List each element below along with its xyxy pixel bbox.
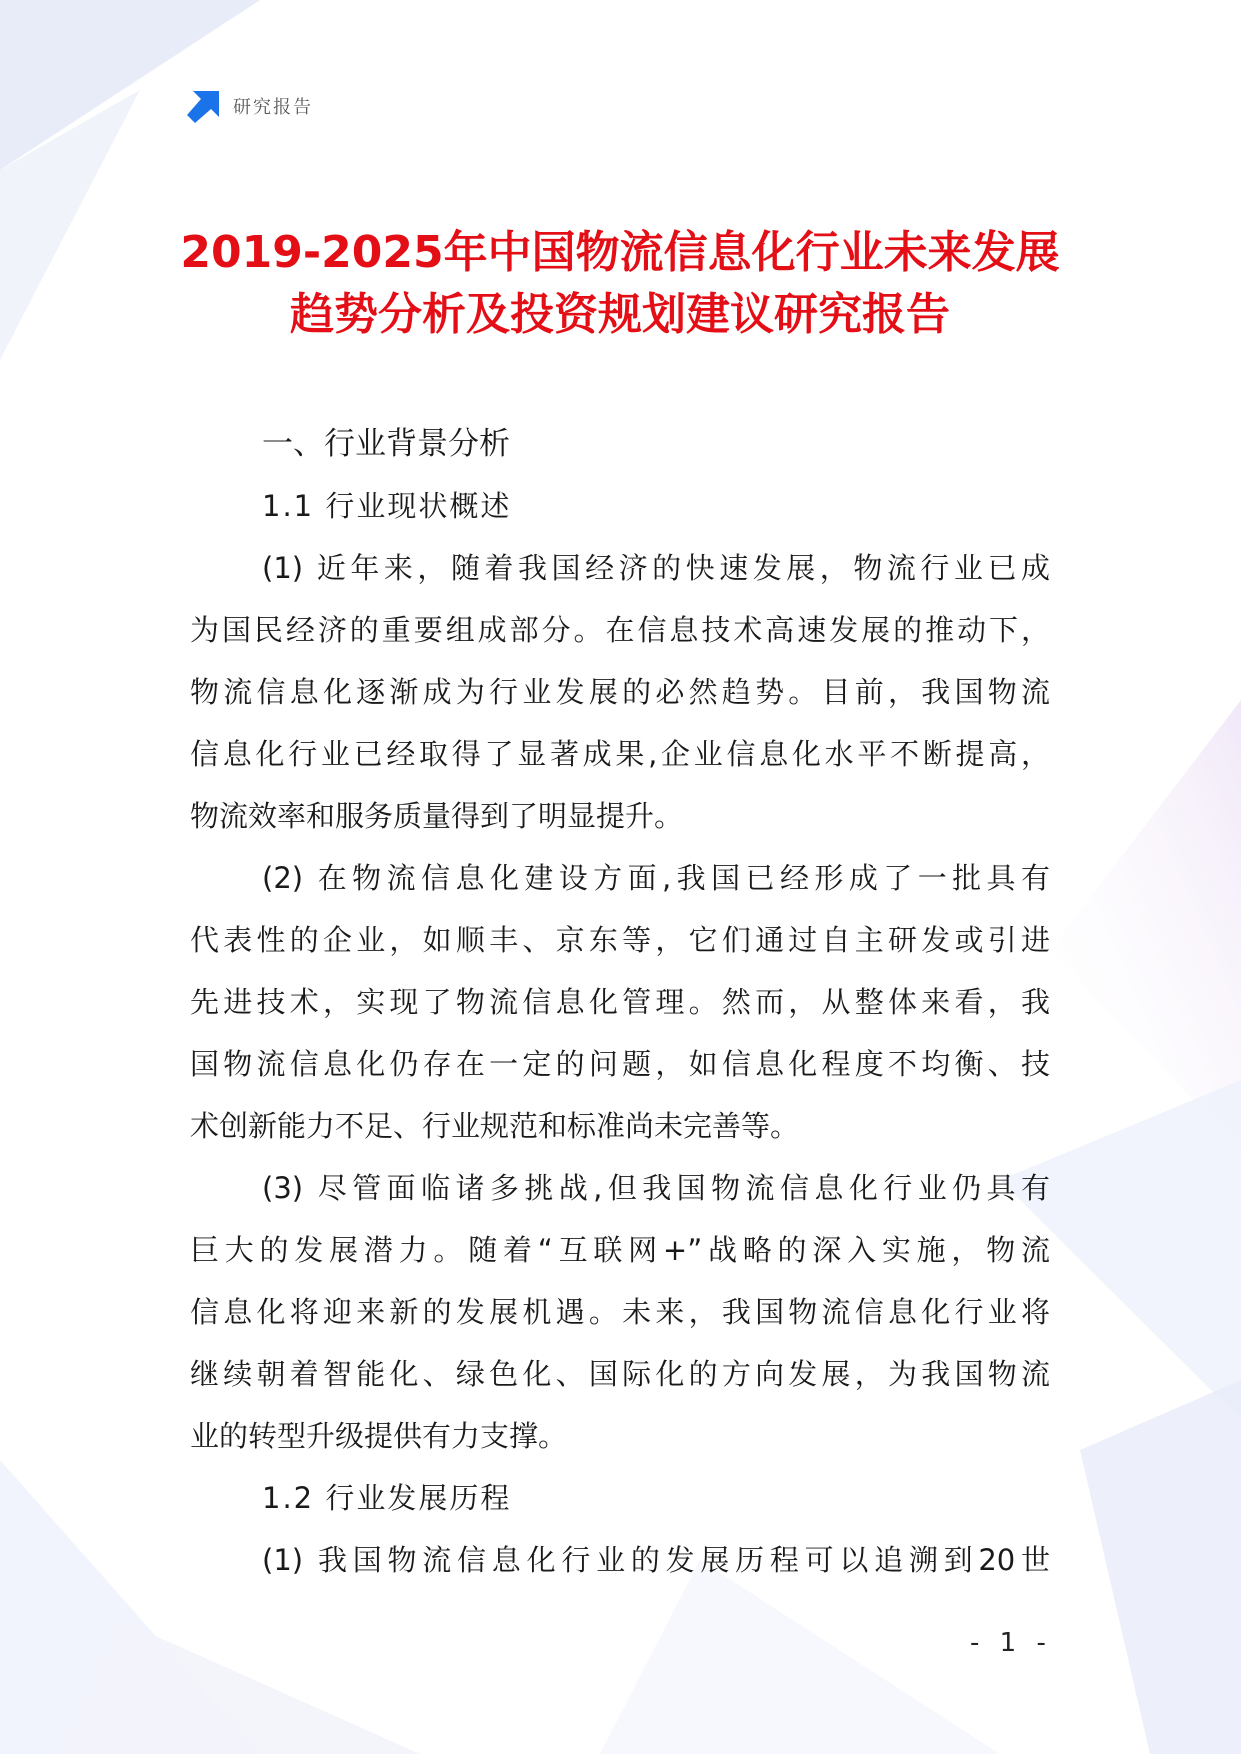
paragraph-line: 国物流信息化仍存在一定的问题，如信息化程度不均衡、技 <box>190 1047 1050 1081</box>
header-label: 研究报告 <box>233 97 313 118</box>
paragraph-line: 业的转型升级提供有力支撑。 <box>190 1419 568 1453</box>
section-heading: 一、行业背景分析 <box>262 426 510 462</box>
page-number: - 1 - <box>970 1628 1052 1658</box>
paragraph-line: (2) 在物流信息化建设方面,我国已经形成了一批具有 <box>262 861 1050 895</box>
title-line-1: 2019-2025年中国物流信息化行业未来发展 <box>180 227 1060 278</box>
report-header <box>187 88 313 124</box>
report-title <box>150 222 1090 346</box>
paragraph-line: 巨大的发展潜力。随着“互联网+”战略的深入实施，物流 <box>190 1233 1050 1267</box>
paragraph-line: 物流效率和服务质量得到了明显提升。 <box>190 799 684 833</box>
paragraph-line: (1) 我国物流信息化行业的发展历程可以追溯到20世 <box>262 1543 1050 1577</box>
paragraph-line: 为国民经济的重要组成部分。在信息技术高速发展的推动下， <box>190 613 1050 647</box>
paragraph-line: 信息化行业已经取得了显著成果,企业信息化水平不断提高， <box>190 737 1050 771</box>
arrow-up-right-icon <box>187 89 221 123</box>
subsection-heading: 1.1 行业现状概述 <box>262 489 512 523</box>
paragraph-line: (1) 近年来，随着我国经济的快速发展，物流行业已成 <box>262 551 1050 585</box>
paragraph-line: 继续朝着智能化、绿色化、国际化的方向发展，为我国物流 <box>190 1357 1050 1391</box>
paragraph-line: 术创新能力不足、行业规范和标准尚未完善等。 <box>190 1109 800 1143</box>
report-body <box>190 413 1050 1591</box>
paragraph-line: 先进技术，实现了物流信息化管理。然而，从整体来看，我 <box>190 985 1050 1019</box>
paragraph-line: 物流信息化逐渐成为行业发展的必然趋势。目前，我国物流 <box>190 675 1050 709</box>
paragraph-line: 代表性的企业，如顺丰、京东等，它们通过自主研发或引进 <box>190 923 1050 957</box>
subsection-heading: 1.2 行业发展历程 <box>262 1481 512 1515</box>
title-line-2: 趋势分析及投资规划建议研究报告 <box>290 289 950 340</box>
paragraph-line: 信息化将迎来新的发展机遇。未来，我国物流信息化行业将 <box>190 1295 1050 1329</box>
paragraph-line: (3) 尽管面临诸多挑战,但我国物流信息化行业仍具有 <box>262 1171 1050 1205</box>
